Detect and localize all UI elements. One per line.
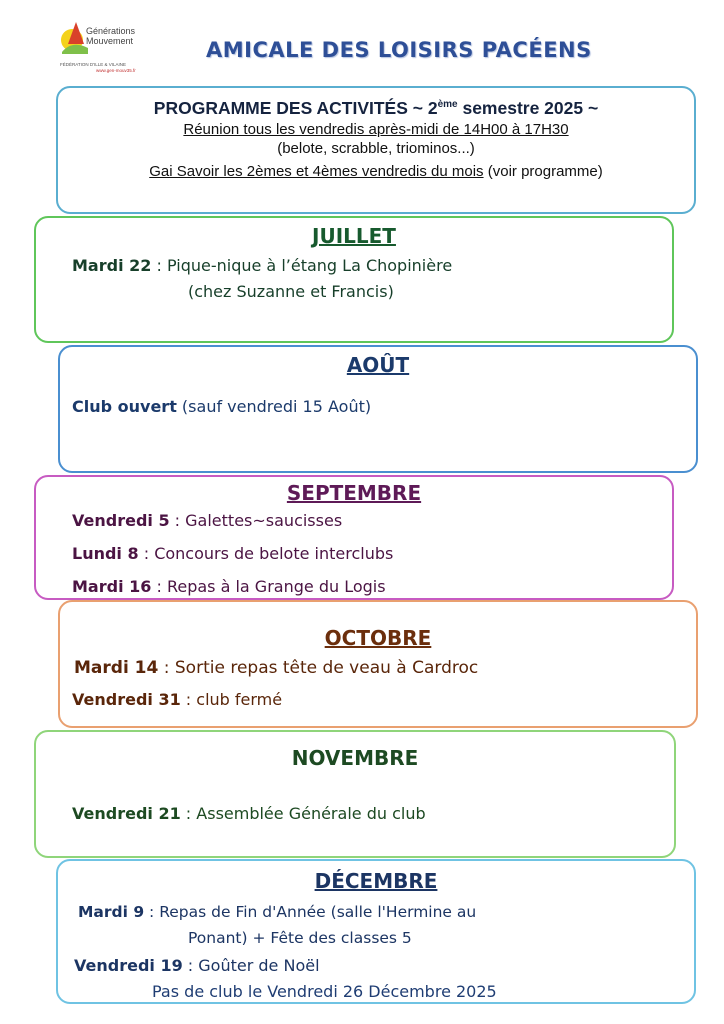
septembre-title: SEPTEMBRE	[286, 481, 422, 505]
juillet-title: JUILLET	[312, 224, 396, 248]
org-title: AMICALE DES LOISIRS PACÉENS	[206, 38, 592, 62]
octobre-entry-2: Vendredi 31 : club fermé	[72, 690, 283, 709]
octobre-title: OCTOBRE	[324, 626, 432, 650]
logo-subtitle: FÉDÉRATION D'ILLE & VILAINE	[60, 62, 127, 67]
septembre-entry-3: Mardi 16 : Repas à la Grange du Logis	[72, 577, 386, 596]
novembre-entry-1: Vendredi 21 : Assemblée Générale du club	[72, 804, 426, 823]
septembre-entry-2: Lundi 8 : Concours de belote interclubs	[72, 544, 394, 563]
games-info: (belote, scrabble, triominos...)	[277, 140, 475, 157]
decembre-title: DÉCEMBRE	[314, 869, 438, 893]
juillet-box	[34, 216, 674, 343]
octobre-entry-1: Mardi 14 : Sortie repas tête de veau à Cardroc	[74, 658, 479, 678]
decembre-entry-1: Mardi 9 : Repas de Fin d'Année (salle l'Hermine au	[78, 903, 477, 921]
aout-box	[58, 345, 698, 473]
novembre-title: NOVEMBRE	[291, 746, 419, 770]
programme-header-box	[56, 86, 696, 214]
logo-name: Générations Mouvement	[86, 26, 136, 46]
logo	[58, 14, 140, 74]
gai-savoir-info: Gai Savoir les 2èmes et 4èmes vendredis du mois (voir programme)	[149, 163, 603, 180]
septembre-box	[34, 475, 674, 600]
aout-title: AOÛT	[346, 353, 410, 377]
octobre-box	[58, 600, 698, 728]
decembre-closing-note: Pas de club le Vendredi 26 Décembre 2025	[152, 982, 497, 1001]
novembre-box	[34, 730, 676, 858]
juillet-entry-2: (chez Suzanne et Francis)	[188, 282, 394, 301]
meeting-info: Réunion tous les vendredis après-midi de 14H00 à 17H30	[183, 121, 569, 138]
programme-title: PROGRAMME DES ACTIVITÉS ~ 2ème semestre 2025 ~	[153, 98, 599, 118]
decembre-entry-2: Ponant) + Fête des classes 5	[188, 929, 412, 947]
aout-entry-1: Club ouvert (sauf vendredi 15 Août)	[72, 397, 372, 416]
septembre-entry-1: Vendredi 5 : Galettes~saucisses	[72, 511, 343, 530]
decembre-entry-3: Vendredi 19 : Goûter de Noël	[74, 956, 320, 975]
logo-website: www.gen-mouv35.fr	[96, 68, 136, 73]
juillet-entry-1: Mardi 22 : Pique-nique à l’étang La Chopinière	[72, 256, 453, 275]
